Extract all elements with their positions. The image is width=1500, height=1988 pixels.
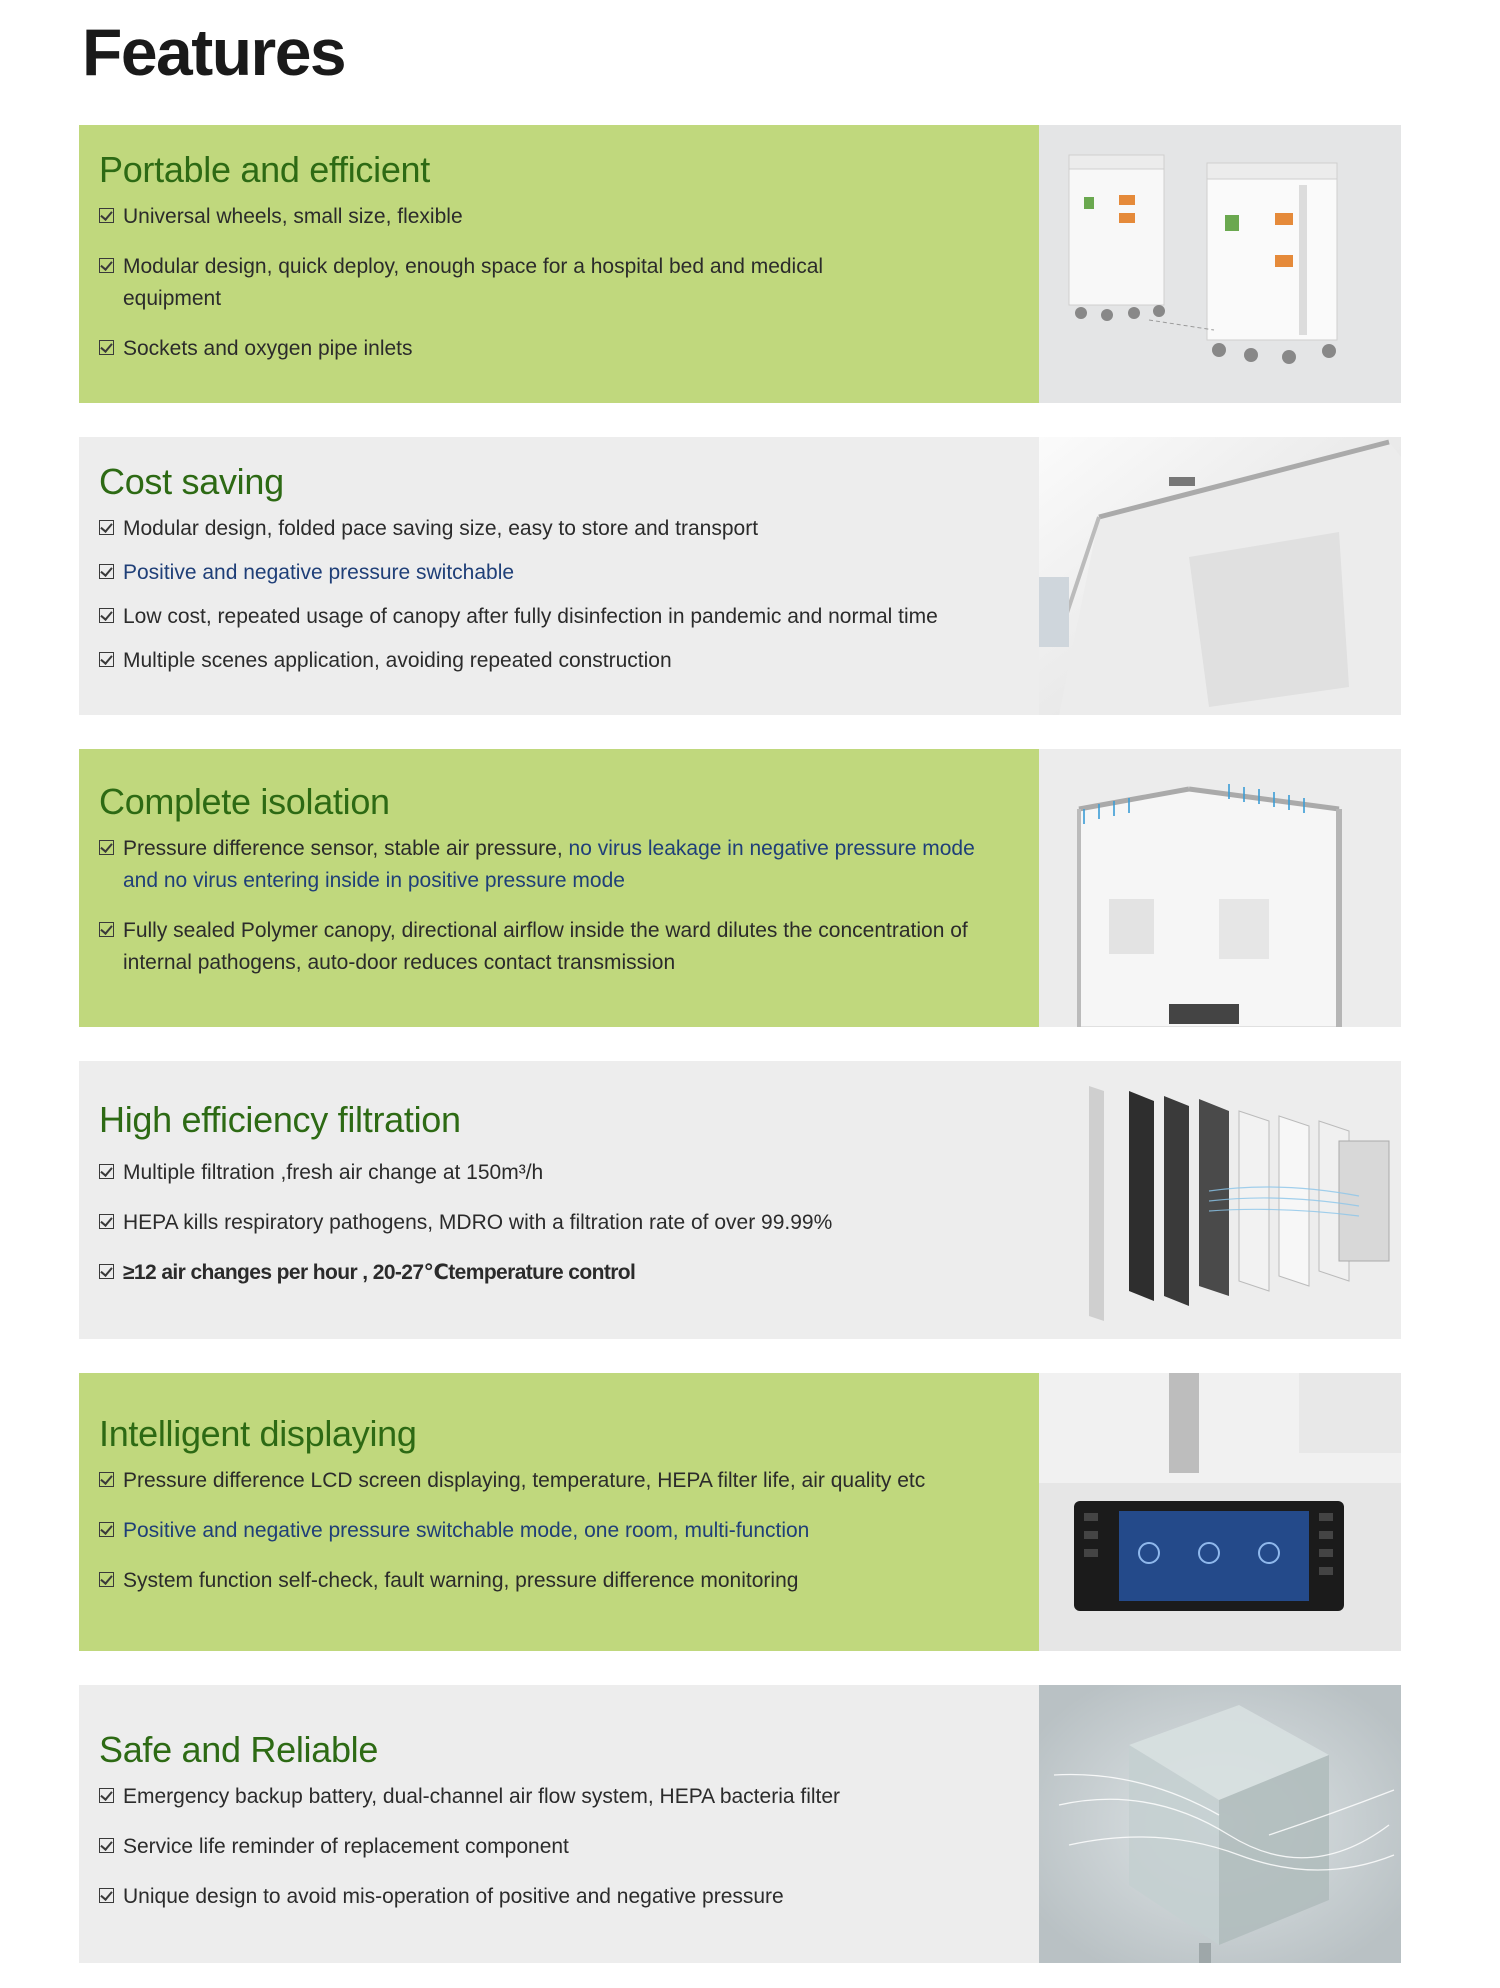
checkbox-icon	[99, 840, 114, 855]
feature-item: Multiple scenes application, avoiding repeated construction	[99, 645, 1019, 677]
checkbox-icon	[99, 1572, 114, 1587]
feature-portable	[79, 125, 1401, 403]
feature-item: Sockets and oxygen pipe inlets	[99, 333, 1019, 365]
feature-filtration	[79, 1061, 1401, 1339]
checkbox-icon	[99, 520, 114, 535]
feature-item: Pressure difference LCD screen displaying, temperature, HEPA filter life, air quality etc	[99, 1465, 1019, 1497]
checkbox-icon	[99, 608, 114, 623]
feature-item: Universal wheels, small size, flexible	[99, 201, 1019, 233]
feature-item: HEPA kills respiratory pathogens, MDRO with a filtration rate of over 99.99%	[99, 1207, 1019, 1239]
feature-text-panel	[79, 749, 1039, 1027]
feature-complete-isolation	[79, 749, 1401, 1027]
checkbox-icon	[99, 1164, 114, 1179]
feature-item: ≥12 air changes per hour , 20-27℃temperature control	[99, 1257, 1019, 1289]
feature-intelligent-display	[79, 1373, 1401, 1651]
feature-safe-reliable	[79, 1685, 1401, 1963]
feature-item: Positive and negative pressure switchable	[99, 557, 1019, 589]
checkbox-icon	[99, 1838, 114, 1853]
feature-title: Safe and Reliable	[99, 1729, 379, 1770]
feature-item: Pressure difference sensor, stable air pressure, no virus leakage in negative pressure mode and no virus entering inside in positive pressure mode	[99, 833, 1003, 897]
feature-item: System function self-check, fault warning, pressure difference monitoring	[99, 1565, 1019, 1597]
feature-cost-saving	[79, 437, 1401, 715]
checkbox-icon	[99, 258, 114, 273]
product-image-lcd-panel	[1039, 1373, 1401, 1651]
product-image-filter-layers	[1039, 1061, 1401, 1339]
feature-item: Low cost, repeated usage of canopy after fully disinfection in pandemic and normal time	[99, 601, 1019, 633]
product-image-airflow-cube	[1039, 1685, 1401, 1963]
checkbox-icon	[99, 1214, 114, 1229]
feature-title: High efficiency filtration	[99, 1099, 461, 1140]
checkbox-icon	[99, 652, 114, 667]
feature-title: Portable and efficient	[99, 149, 430, 190]
checkbox-icon	[99, 1522, 114, 1537]
checkbox-icon	[99, 208, 114, 223]
feature-item: Positive and negative pressure switchable mode, one room, multi-function	[99, 1515, 1019, 1547]
feature-item: Emergency backup battery, dual-channel air flow system, HEPA bacteria filter	[99, 1781, 1019, 1813]
feature-text-panel	[79, 125, 1039, 403]
page-title: Features	[82, 15, 346, 89]
feature-text-panel	[79, 437, 1039, 715]
feature-item: Unique design to avoid mis-operation of positive and negative pressure	[99, 1881, 1019, 1913]
feature-item: Multiple filtration ,fresh air change at 150m³/h	[99, 1157, 1019, 1189]
feature-title: Cost saving	[99, 461, 284, 502]
feature-item: Modular design, folded pace saving size, easy to store and transport	[99, 513, 1019, 545]
checkbox-icon	[99, 1788, 114, 1803]
feature-title: Complete isolation	[99, 781, 390, 822]
product-image-isolation-room	[1039, 749, 1401, 1027]
checkbox-icon	[99, 1888, 114, 1903]
checkbox-icon	[99, 1264, 114, 1279]
feature-item: Service life reminder of replacement component	[99, 1831, 1019, 1863]
product-image-mobile-units	[1039, 125, 1401, 403]
feature-title: Intelligent displaying	[99, 1413, 417, 1454]
feature-text-panel	[79, 1685, 1039, 1963]
feature-item: Fully sealed Polymer canopy, directional airflow inside the ward dilutes the concentration of internal pathogens, auto-door reduces contact transmission	[99, 915, 1028, 979]
feature-text-panel	[79, 1061, 1039, 1339]
product-image-canopy-frame	[1039, 437, 1401, 715]
checkbox-icon	[99, 1472, 114, 1487]
checkbox-icon	[99, 922, 114, 937]
feature-item: Modular design, quick deploy, enough space for a hospital bed and medical equipment	[99, 251, 883, 315]
checkbox-icon	[99, 564, 114, 579]
checkbox-icon	[99, 340, 114, 355]
feature-text-panel	[79, 1373, 1039, 1651]
